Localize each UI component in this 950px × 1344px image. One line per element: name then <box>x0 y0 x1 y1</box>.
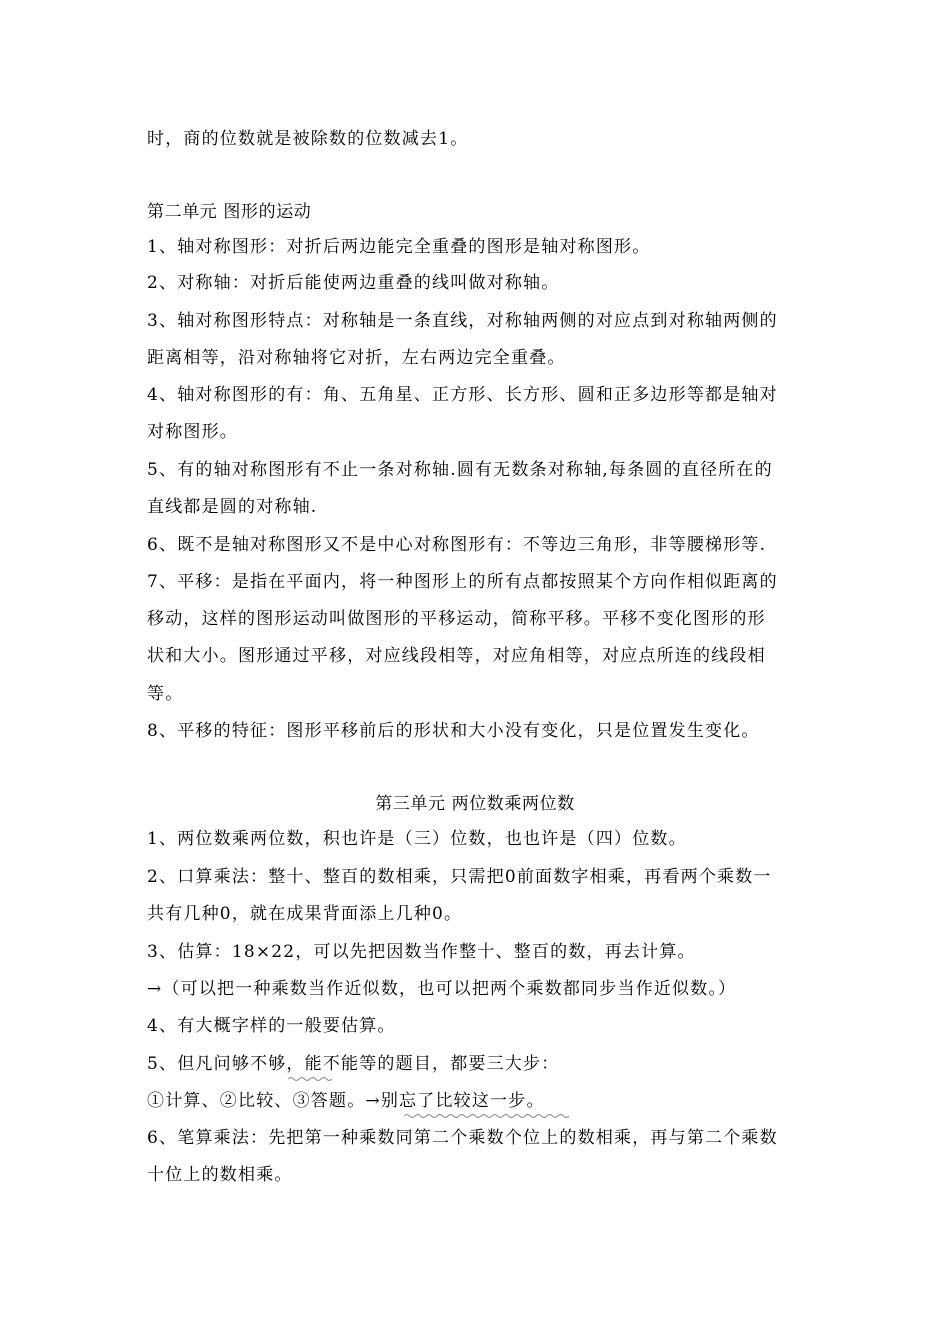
unit2-line-5-cont: 直线都是圆的对称轴. <box>147 497 318 517</box>
unit2-line-5: 5、有的轴对称图形有不止一条对称轴.圆有无数条对称轴,每条圆的直径所在的 <box>147 460 773 480</box>
unit3-line-3: 3、估算：18×22，可以先把因数当作整十、整百的数，再去计算。 <box>147 942 696 962</box>
continuation-text: 时，商的位数就是被除数的位数减去1。 <box>147 129 469 149</box>
unit3-line-6-cont: 十位上的数相乘。 <box>147 1165 293 1185</box>
squiggle-underline-1 <box>288 1076 332 1082</box>
unit3-line-5: 5、但凡问够不够，能不能等的题目，都要三大步： <box>147 1054 560 1074</box>
unit3-line-5-steps: ①计算、②比较、③答题。→别忘了比较这一步。 <box>147 1091 545 1111</box>
unit3-line-arrow: →（可以把一种乘数当作近似数，也可以把两个乘数都同步当作近似数。） <box>147 979 737 999</box>
unit2-line-3-cont: 距离相等，沿对称轴将它对折，左右两边完全重叠。 <box>147 348 566 368</box>
unit2-line-4: 4、轴对称图形的有：角、五角星、正方形、长方形、圆和正多边形等都是轴对 <box>147 385 778 405</box>
unit2-line-6: 6、既不是轴对称图形又不是中心对称图形有：不等边三角形，非等腰梯形等. <box>147 535 767 555</box>
unit2-line-1: 1、轴对称图形：对折后两边能完全重叠的图形是轴对称图形。 <box>147 237 651 257</box>
unit2-line-8: 8、平移的特征：图形平移前后的形状和大小没有变化，只是位置发生变化。 <box>147 721 760 741</box>
unit3-line-1: 1、两位数乘两位数，积也许是（三）位数，也也许是（四）位数。 <box>147 829 687 849</box>
unit3-line-4: 4、有大概字样的一般要估算。 <box>147 1016 396 1036</box>
unit3-heading: 第三单元 两位数乘两位数 <box>375 794 575 814</box>
unit2-heading: 第二单元 图形的运动 <box>147 202 312 222</box>
unit2-line-7: 7、平移：是指在平面内，将一种图形上的所有点都按照某个方向作相似距离的 <box>147 572 778 592</box>
unit3-line-2: 2、口算乘法：整十、整百的数相乘，只需把0前面数字相乘，再看两个乘数一 <box>147 867 772 887</box>
unit3-line-2-cont: 共有几种0，就在成果背面添上几种0。 <box>147 904 463 924</box>
unit2-line-4-cont: 对称图形。 <box>147 422 238 442</box>
unit2-line-3: 3、轴对称图形特点：对称轴是一条直线，对称轴两侧的对应点到对称轴两侧的 <box>147 311 778 331</box>
unit2-line-7-cont-1: 移动，这样的图形运动叫做图形的平移运动，简称平移。平移不变化图形的形 <box>147 609 766 629</box>
unit2-line-7-cont-2: 状和大小。图形通过平移，对应线段相等，对应角相等，对应点所连的线段相 <box>147 646 766 666</box>
unit2-line-7-cont-3: 等。 <box>147 684 184 704</box>
squiggle-underline-2 <box>404 1113 570 1119</box>
unit3-line-6: 6、笔算乘法：先把第一种乘数同第二个乘数个位上的数相乘，再与第二个乘数 <box>147 1128 778 1148</box>
unit2-line-2: 2、对称轴：对折后能使两边重叠的线叫做对称轴。 <box>147 273 560 293</box>
